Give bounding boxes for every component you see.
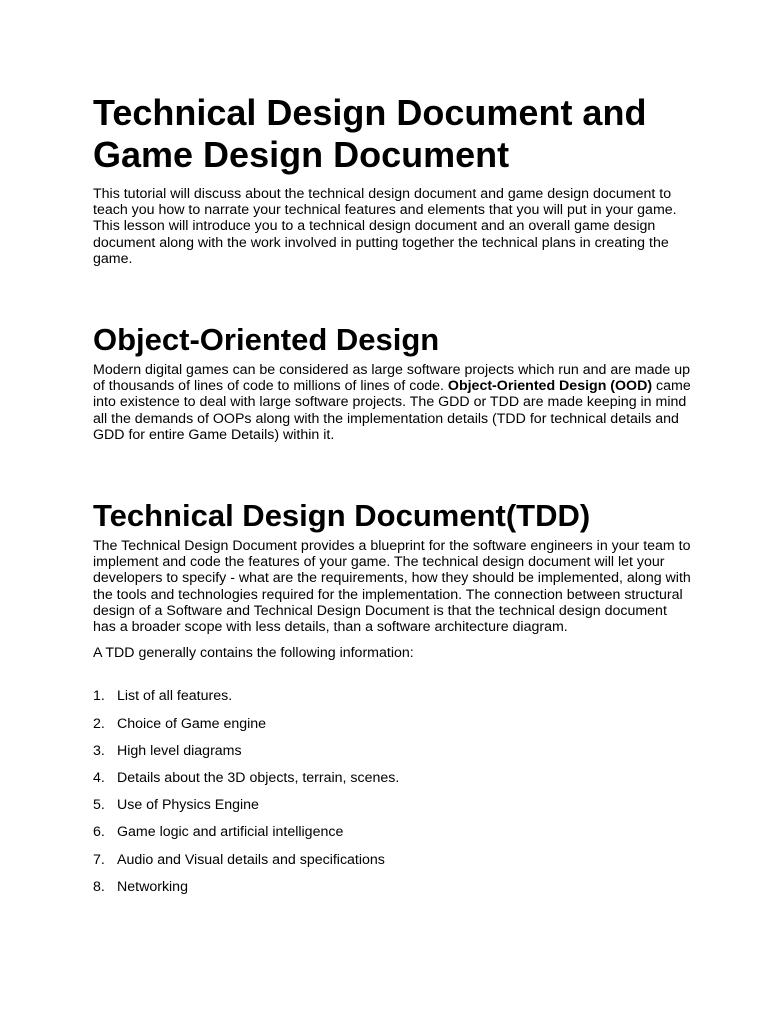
list-item-text: Game logic and artificial intelligence bbox=[117, 824, 344, 841]
document-page bbox=[93, 92, 693, 906]
list-item-number: 3. bbox=[93, 742, 105, 759]
list-item-number: 2. bbox=[93, 715, 105, 732]
list-item bbox=[93, 743, 693, 759]
list-item-number: 8. bbox=[93, 878, 105, 895]
list-item-number: 6. bbox=[93, 824, 105, 841]
tdd-paragraph: The Technical Design Document provides a blueprint for the software engineers in your team to implement and code the features of your game. The technical design document will let your developers to specify - what are the requirements, how they should be implemented, along with the tools and technologies required for the implementation. The connection between structural design of a Software and Technical Design Document is that the technical design document has a broader scope with less details, than a software architecture diagram. bbox=[93, 538, 691, 636]
ood-paragraph bbox=[93, 362, 693, 443]
list-item-text: Details about the 3D objects, terrain, scenes. bbox=[117, 770, 400, 787]
list-item-text: Audio and Visual details and specifications bbox=[117, 851, 385, 868]
intro-paragraph: This tutorial will discuss about the technical design document and game design document to teach you how to narrate your technical features and elements that you will put in your game. This lesson will introduce you to a technical design document and an overall game design document along with the work involved in putting together the technical plans in creating the game. bbox=[93, 186, 677, 267]
ood-bold-term: Object-Oriented Design (OOD) bbox=[447, 378, 653, 395]
list-item-number: 5. bbox=[93, 797, 105, 814]
ood-heading: Object-Oriented Design bbox=[93, 322, 440, 358]
list-item bbox=[93, 770, 693, 786]
ood-text-before: Modern digital games can be considered as large software projects which run and are made up of thousands of lines of code to millions of lines of code. bbox=[93, 362, 690, 395]
list-item bbox=[93, 688, 693, 704]
tdd-feature-list bbox=[93, 688, 693, 895]
list-item-number: 4. bbox=[93, 770, 105, 787]
document-title: Technical Design Document and Game Design Document bbox=[93, 92, 647, 175]
list-item bbox=[93, 852, 693, 868]
list-item bbox=[93, 824, 693, 840]
list-item-number: 1. bbox=[93, 688, 105, 705]
list-item-text: Networking bbox=[117, 878, 188, 895]
ood-text-after: came into existence to deal with large software projects. The GDD or TDD are made keeping in mind all the demands of OOPs along with the implementation details (TDD for technical details and GDD for entire Game Details) within it. bbox=[93, 378, 691, 443]
list-item-text: Use of Physics Engine bbox=[117, 797, 259, 814]
list-item bbox=[93, 879, 693, 895]
tdd-list-intro: A TDD generally contains the following information: bbox=[93, 645, 414, 662]
list-item-text: High level diagrams bbox=[117, 742, 242, 759]
list-item-number: 7. bbox=[93, 851, 105, 868]
list-item-text: Choice of Game engine bbox=[117, 715, 267, 732]
list-item-text: List of all features. bbox=[117, 688, 233, 705]
tdd-heading: Technical Design Document(TDD) bbox=[93, 498, 591, 534]
list-item bbox=[93, 797, 693, 813]
list-item bbox=[93, 716, 693, 732]
